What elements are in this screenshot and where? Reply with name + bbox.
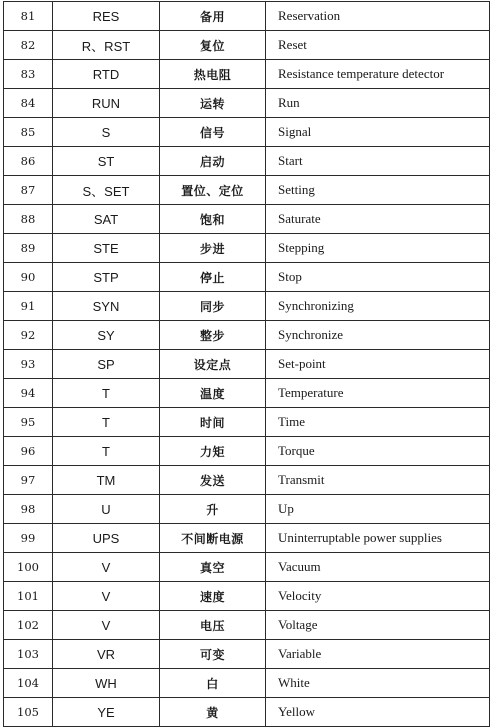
chinese-term-cell: 置位、定位 [160,176,266,205]
row-number-cell: 99 [4,524,53,553]
english-term-cell: Stop [266,263,490,292]
chinese-term-cell: 黄 [160,698,266,727]
abbreviation-cell: V [53,582,160,611]
table-row [4,669,490,698]
abbreviation-cell: U [53,495,160,524]
english-term-cell: Setting [266,176,490,205]
abbreviation-cell: S、SET [53,176,160,205]
chinese-term-cell: 电压 [160,611,266,640]
abbreviation-cell: T [53,437,160,466]
row-number-cell: 93 [4,350,53,379]
row-number-cell: 100 [4,553,53,582]
row-number-cell: 104 [4,669,53,698]
row-number-cell: 90 [4,263,53,292]
english-term-cell: Run [266,89,490,118]
abbreviation-cell: ST [53,147,160,176]
table-row [4,408,490,437]
row-number-cell: 85 [4,118,53,147]
row-number-cell: 83 [4,60,53,89]
abbreviation-cell: VR [53,640,160,669]
chinese-term-cell: 不间断电源 [160,524,266,553]
row-number-cell: 105 [4,698,53,727]
table-row [4,379,490,408]
abbreviation-cell: V [53,553,160,582]
table-row [4,292,490,321]
table-row [4,147,490,176]
row-number-cell: 95 [4,408,53,437]
abbreviation-cell: SAT [53,205,160,234]
abbreviation-cell: RTD [53,60,160,89]
english-term-cell: Saturate [266,205,490,234]
chinese-term-cell: 整步 [160,321,266,350]
chinese-term-cell: 备用 [160,2,266,31]
abbreviation-cell: S [53,118,160,147]
table-row [4,234,490,263]
abbreviation-cell: SYN [53,292,160,321]
table-row [4,495,490,524]
chinese-term-cell: 停止 [160,263,266,292]
abbreviation-cell: T [53,408,160,437]
abbreviation-cell: STE [53,234,160,263]
english-term-cell: Transmit [266,466,490,495]
chinese-term-cell: 白 [160,669,266,698]
row-number-cell: 84 [4,89,53,118]
chinese-term-cell: 温度 [160,379,266,408]
english-term-cell: Stepping [266,234,490,263]
row-number-cell: 86 [4,147,53,176]
english-term-cell: Reservation [266,2,490,31]
abbreviation-cell: R、RST [53,31,160,60]
chinese-term-cell: 饱和 [160,205,266,234]
english-term-cell: Variable [266,640,490,669]
chinese-term-cell: 真空 [160,553,266,582]
chinese-term-cell: 运转 [160,89,266,118]
table-row [4,524,490,553]
chinese-term-cell: 升 [160,495,266,524]
table-row [4,2,490,31]
english-term-cell: Voltage [266,611,490,640]
table-row [4,698,490,727]
row-number-cell: 98 [4,495,53,524]
abbreviation-cell: RUN [53,89,160,118]
table-row [4,640,490,669]
table-row [4,582,490,611]
english-term-cell: Temperature [266,379,490,408]
row-number-cell: 97 [4,466,53,495]
row-number-cell: 88 [4,205,53,234]
abbreviation-cell: RES [53,2,160,31]
chinese-term-cell: 步进 [160,234,266,263]
english-term-cell: Torque [266,437,490,466]
row-number-cell: 94 [4,379,53,408]
english-term-cell: Velocity [266,582,490,611]
table-row [4,176,490,205]
row-number-cell: 87 [4,176,53,205]
chinese-term-cell: 信号 [160,118,266,147]
english-term-cell: White [266,669,490,698]
chinese-term-cell: 热电阻 [160,60,266,89]
table-row [4,350,490,379]
row-number-cell: 81 [4,2,53,31]
table-row [4,118,490,147]
english-term-cell: Resistance temperature detector [266,60,490,89]
table-row [4,60,490,89]
table-row [4,321,490,350]
english-term-cell: Up [266,495,490,524]
chinese-term-cell: 可变 [160,640,266,669]
abbreviation-cell: YE [53,698,160,727]
row-number-cell: 102 [4,611,53,640]
abbreviation-cell: TM [53,466,160,495]
table-row [4,205,490,234]
abbreviation-cell: STP [53,263,160,292]
row-number-cell: 82 [4,31,53,60]
english-term-cell: Reset [266,31,490,60]
table-row [4,437,490,466]
chinese-term-cell: 同步 [160,292,266,321]
abbreviation-cell: SY [53,321,160,350]
table-row [4,466,490,495]
row-number-cell: 89 [4,234,53,263]
english-term-cell: Set-point [266,350,490,379]
abbreviation-table [3,1,490,727]
abbreviation-cell: SP [53,350,160,379]
table-row [4,31,490,60]
table-row [4,89,490,118]
chinese-term-cell: 力矩 [160,437,266,466]
chinese-term-cell: 复位 [160,31,266,60]
row-number-cell: 103 [4,640,53,669]
abbreviation-cell: V [53,611,160,640]
english-term-cell: Start [266,147,490,176]
english-term-cell: Synchronize [266,321,490,350]
chinese-term-cell: 设定点 [160,350,266,379]
row-number-cell: 101 [4,582,53,611]
english-term-cell: Vacuum [266,553,490,582]
row-number-cell: 91 [4,292,53,321]
abbreviation-cell: WH [53,669,160,698]
english-term-cell: Uninterruptable power supplies [266,524,490,553]
table-body [4,2,490,727]
table-row [4,611,490,640]
row-number-cell: 96 [4,437,53,466]
english-term-cell: Signal [266,118,490,147]
chinese-term-cell: 启动 [160,147,266,176]
abbreviation-cell: T [53,379,160,408]
row-number-cell: 92 [4,321,53,350]
chinese-term-cell: 速度 [160,582,266,611]
chinese-term-cell: 时间 [160,408,266,437]
abbreviation-cell: UPS [53,524,160,553]
english-term-cell: Yellow [266,698,490,727]
table-row [4,553,490,582]
document-page [3,1,490,727]
chinese-term-cell: 发送 [160,466,266,495]
table-row [4,263,490,292]
english-term-cell: Time [266,408,490,437]
english-term-cell: Synchronizing [266,292,490,321]
